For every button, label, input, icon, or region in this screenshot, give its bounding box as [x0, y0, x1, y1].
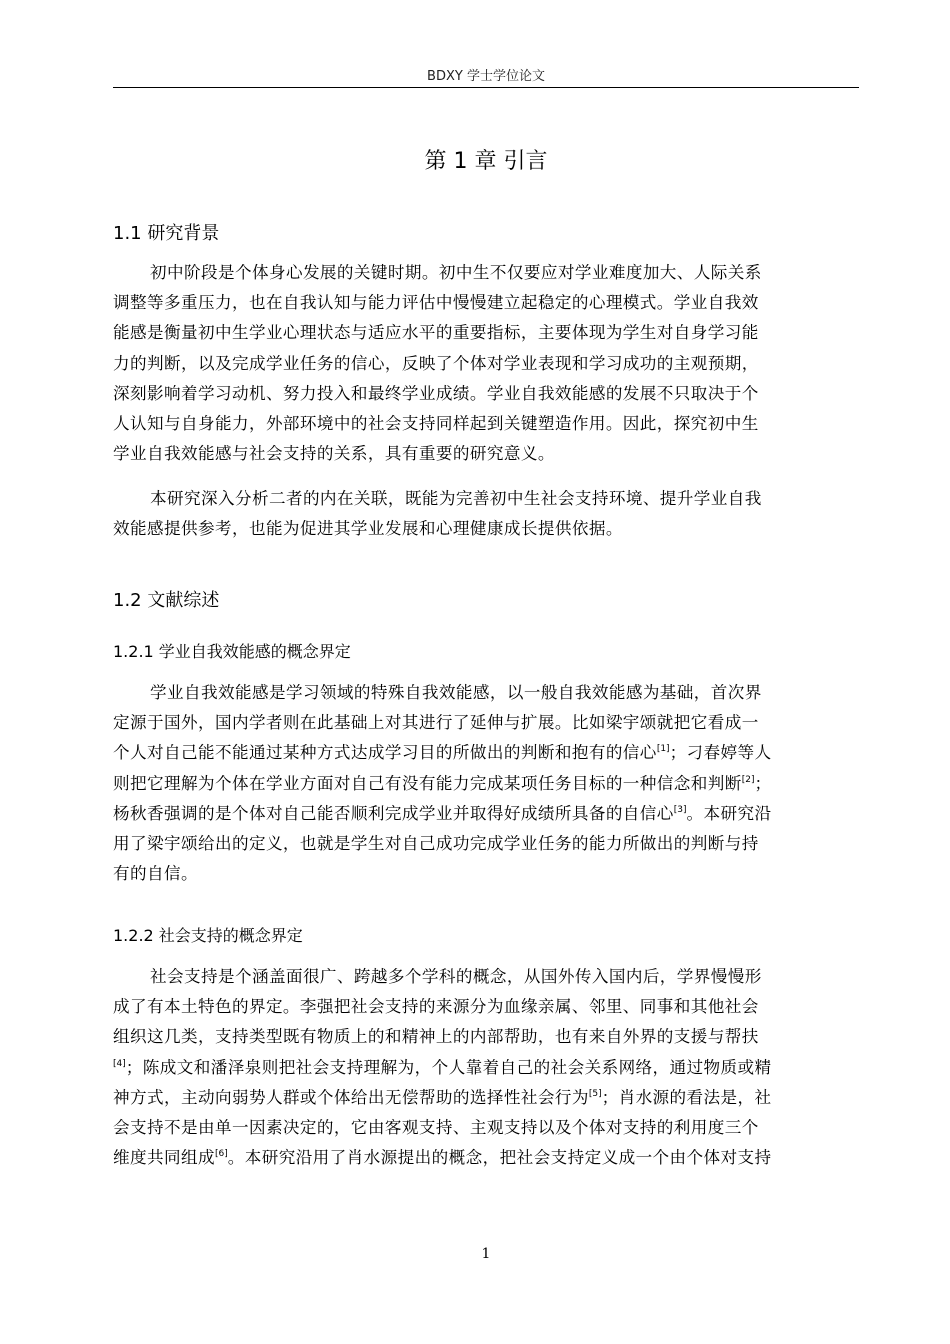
text-line: 用了梁宇颂给出的定义，也就是学生对自己成功完成学业任务的能力所做出的判断与持	[113, 834, 759, 854]
citation-marker: [5]	[588, 1088, 602, 1099]
text-line: 人认知与自身能力，外部环境中的社会支持同样起到关键塑造作用。因此，探究初中生	[113, 414, 759, 434]
text-line: 能感是衡量初中生学业心理状态与适应水平的重要指标，主要体现为学生对自身学习能	[113, 323, 759, 343]
text-segment: 。本研究沿	[686, 803, 772, 823]
text-line	[113, 769, 859, 799]
text-line	[113, 1053, 859, 1083]
text-line	[113, 1083, 859, 1113]
text-line: 社会支持是个涵盖面很广、跨越多个学科的概念，从国外传入国内后，学界慢慢形	[150, 967, 762, 986]
text-segment: 维度共同组成	[113, 1148, 215, 1168]
text-segment: ；陈成文和潘泽泉则把社会支持理解为，个人靠着自己的社会关系网络，通过物质或精	[125, 1057, 772, 1077]
text-line: 成了有本土特色的界定。李强把社会支持的来源分为血缘亲属、邻里、同事和其他社会	[113, 997, 759, 1017]
section-heading-background: 1.1 研究背景	[113, 223, 220, 244]
text-line: 深刻影响着学习动机、努力投入和最终学业成绩。学业自我效能感的发展不只取决于个	[113, 383, 759, 403]
text-line: 效能感提供参考，也能为促进其学业发展和心理健康成长提供依据。	[113, 519, 623, 539]
section-heading-literature-review: 1.2 文献综述	[113, 590, 220, 611]
subsection-heading-academic-self-efficacy: 1.2.1 学业自我效能感的概念界定	[113, 642, 351, 661]
text-segment: 。本研究沿用了肖水源提出的概念，把社会支持定义成一个由个体对支持	[227, 1148, 772, 1168]
text-line	[113, 799, 859, 829]
paragraph-background-1	[113, 258, 859, 469]
text-segment: 则把它理解为个体在学业方面对自己有没有能力完成某项任务目标的一种信念和判断	[113, 773, 742, 793]
paragraph-background-2	[113, 484, 859, 544]
citation-marker: [4]	[113, 1058, 126, 1069]
citation-marker: [2]	[741, 774, 755, 785]
chapter-title: 第 1 章 引言	[424, 149, 548, 174]
text-segment: ；	[754, 773, 772, 793]
text-line: 力的判断，以及完成学业任务的信心，反映了个体对学业表现和学习成功的主观预期，	[113, 353, 759, 373]
text-segment: ；刁春婷等人	[669, 743, 772, 763]
citation-marker: [3]	[673, 804, 687, 815]
text-line	[113, 1143, 859, 1173]
text-segment: 神方式，主动向弱势人群或个体给出无偿帮助的选择性社会行为	[113, 1087, 589, 1107]
text-line: 有的自信。	[113, 864, 198, 884]
text-line: 会支持不是由单一因素决定的，它由客观支持、主观支持以及个体对支持的利用度三个	[113, 1118, 759, 1138]
paragraph-academic-self-efficacy	[113, 678, 859, 889]
text-line: 学业自我效能感与社会支持的关系，具有重要的研究意义。	[113, 444, 555, 464]
text-line	[113, 738, 859, 768]
paragraph-social-support	[113, 962, 859, 1173]
text-segment: 杨秋香强调的是个体对自己能否顺利完成学业并取得好成绩所具备的自信心	[113, 803, 674, 823]
text-line: 初中阶段是个体身心发展的关键时期。初中生不仅要应对学业难度加大、人际关系	[150, 263, 762, 282]
subsection-heading-social-support: 1.2.2 社会支持的概念界定	[113, 926, 303, 945]
running-header: BDXY 学士学位论文	[427, 69, 545, 84]
text-line: 学业自我效能感是学习领域的特殊自我效能感，以一般自我效能感为基础，首次界	[150, 683, 762, 702]
text-line: 定源于国外，国内学者则在此基础上对其进行了延伸与扩展。比如梁宇颂就把它看成一	[113, 713, 759, 733]
text-line: 组织这几类，支持类型既有物质上的和精神上的内部帮助，也有来自外界的支援与帮扶	[113, 1027, 759, 1047]
header-rule	[113, 87, 859, 88]
text-line: 本研究深入分析二者的内在关联，既能为完善初中生社会支持环境、提升学业自我	[150, 489, 762, 508]
page-number: 1	[481, 1246, 491, 1262]
text-segment: ；肖水源的看法是，社	[601, 1087, 772, 1107]
text-segment: 个人对自己能不能通过某种方式达成学习目的所做出的判断和抱有的信心	[113, 743, 657, 763]
citation-marker: [1]	[656, 744, 670, 755]
text-line: 调整等多重压力，也在自我认知与能力评估中慢慢建立起稳定的心理模式。学业自我效	[113, 293, 759, 313]
citation-marker: [6]	[214, 1149, 228, 1160]
